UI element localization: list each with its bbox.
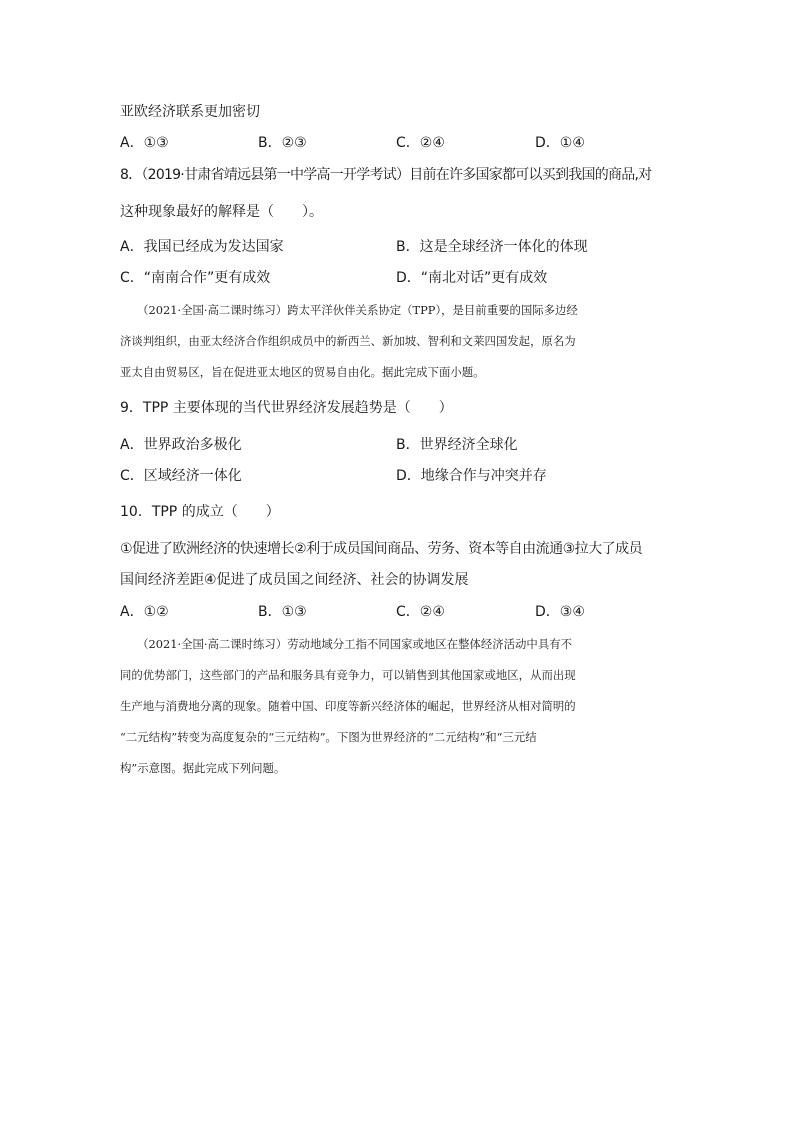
passage-labor-line5: 构”示意图。据此完成下列问题。	[120, 761, 286, 775]
q9-option-b: B．世界经济全球化	[396, 437, 518, 453]
passage-tpp-line1: （2021·全国·高二课时练习）跨太平洋伙伴关系协定（TPP），是目前重要的国际多边经	[120, 303, 578, 317]
q9-option-a: A．世界政治多极化	[120, 437, 242, 453]
q8-option-b: B．这是全球经济一体化的体现	[396, 239, 588, 255]
q8-option-d: D．“南北对话”更有成效	[396, 270, 548, 286]
passage-labor-line1: （2021·全国·高二课时练习）劳动地域分工指不同国家或地区在整体经济活动中具有不	[120, 637, 572, 651]
q8-stem-line2: 这种现象最好的解释是（ ）。	[120, 204, 323, 220]
q10-option-a: A．①②	[120, 604, 169, 620]
q8-option-c: C．“南南合作”更有成效	[120, 270, 271, 286]
q10-option-c: C．②④	[396, 604, 445, 620]
q7-option-c: C．②④	[396, 135, 445, 151]
passage-tpp-line2: 济谈判组织，由亚太经济合作组织成员中的新西兰、新加坡、智利和文莱四国发起，原名为	[120, 334, 576, 348]
q7-option-b: B．②③	[258, 135, 307, 151]
passage-labor-line3: 生产地与消费地分离的现象。随着中国、印度等新兴经济体的崛起，世界经济从相对简明的	[120, 699, 576, 713]
passage-tpp-line3: 亚太自由贸易区，旨在促进亚太地区的贸易自由化。据此完成下面小题。	[120, 365, 485, 379]
passage-labor-line2: 同的优势部门，这些部门的产品和服务具有竞争力，可以销售到其他国家或地区，从而出现	[120, 668, 576, 682]
q7-option-d: D．①④	[535, 135, 585, 151]
q10-statements-line2: 国间经济差距④促进了成员国之间经济、社会的协调发展	[120, 572, 469, 588]
q10-statements-line1: ①促进了欧洲经济的快速增长②利于成员国间商品、劳务、资本等自由流通③拉大了成员	[120, 541, 643, 557]
q9-option-c: C．区域经济一体化	[120, 468, 242, 484]
q10-option-b: B．①③	[258, 604, 307, 620]
q10-stem: 10．TPP 的成立（ ）	[120, 504, 280, 520]
q7-option-a: A．①③	[120, 135, 169, 151]
q8-option-a: A．我国已经成为发达国家	[120, 239, 284, 255]
q7-stem-tail: 亚欧经济联系更加密切	[120, 104, 260, 120]
q8-stem-line1: 8．（2019·甘肃省靖远县第一中学高一开学考试）目前在许多国家都可以买到我国的商品,对	[120, 167, 652, 183]
q9-option-d: D．地缘合作与冲突并存	[396, 468, 547, 484]
passage-labor-line4: “二元结构”转变为高度复杂的“三元结构”。下图为世界经济的“二元结构”和“三元结	[120, 730, 537, 744]
q10-option-d: D．③④	[535, 604, 585, 620]
q9-stem: 9．TPP 主要体现的当代世界经济发展趋势是（ ）	[120, 400, 453, 416]
